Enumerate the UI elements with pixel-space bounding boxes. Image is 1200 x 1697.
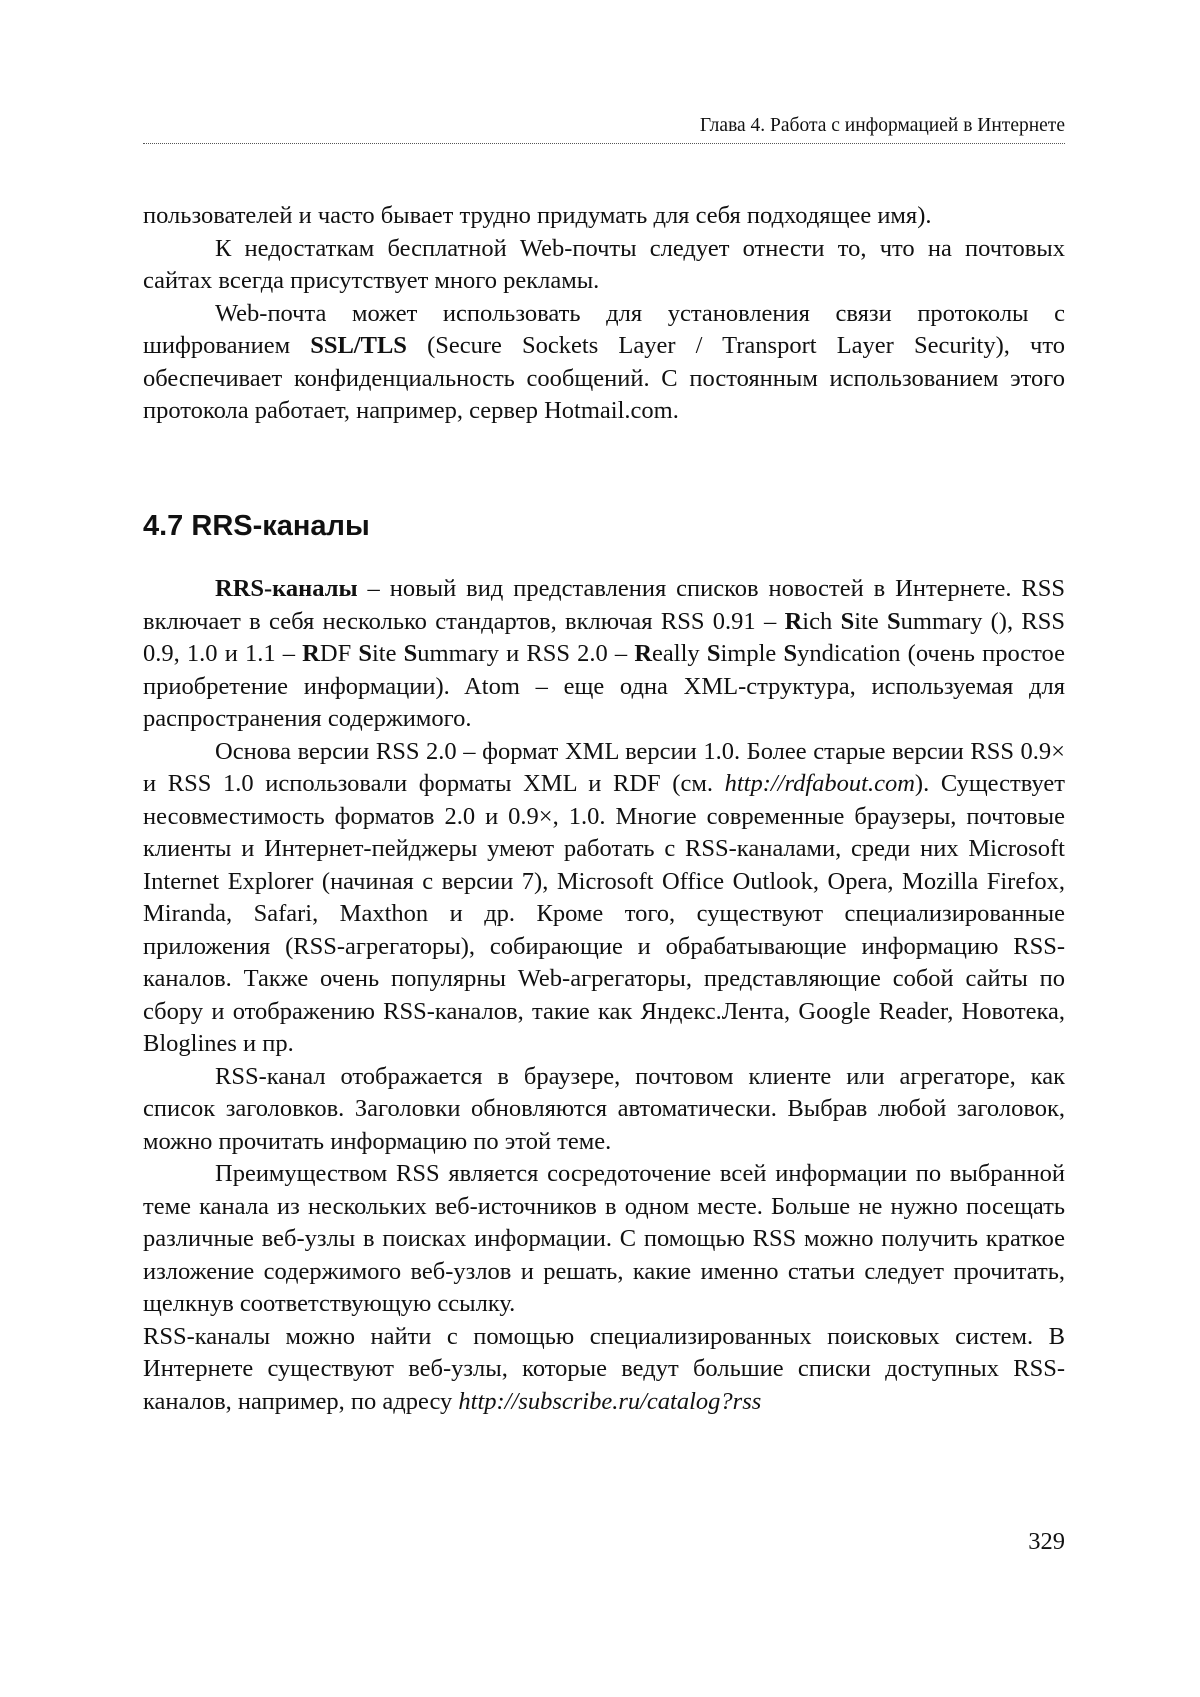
text-run: ite [854,607,888,635]
text-run: RSS-каналы можно найти с помощью специализированных поисковых систем. В Интернете существуют веб-узлы, которые ведут большие списки доступных RSS-каналов, например, по адресу [143,1322,1065,1415]
text-run: – новый вид представления списков новостей в Интернете. RSS включает в себя несколько стандартов, включая RSS 0.91 – [143,575,1065,635]
acronym-letter: S [783,640,798,667]
acronym-letter: S [358,640,372,667]
top-text-block [143,200,1065,428]
paragraph-continuation: пользователей и часто бывает трудно придумать для себя подходящее имя). [143,202,932,229]
text-run: ummary и RSS 2.0 – [417,640,635,667]
text-run: eally [652,640,707,667]
text-run: ite [372,640,404,667]
text-run: ummary (), RSS 0.9, 1.0 и 1.1 – [143,607,1066,667]
acronym-letter: S [887,607,901,635]
text-run: Web-почта может использовать для установления связи протоколы с шифрованием [143,299,1065,359]
text-run: ). Существует несовместимость форматов 2.0 и 0.9×, 1.0. Многие современные браузеры, почтовые клиенты и Интернет-пейджеры умеют работать с RSS-каналами, среди них Microsoft Internet Explorer (начиная с версии 7), Microsoft Office Outlook, Opera, Mozilla Firefox, Miranda, Safari, Maxthon и др. Кроме того, существуют специализированные приложения (RSS-агрегаторы), собирающие и обрабатывающие информацию RSS-каналов. Также очень популярны Web-агрегаторы, представляющие собой сайты по сбору и отображению RSS-каналов, такие как Яндекс.Лента, Google Reader, Новотека, Bloglines и пр. [143,770,1065,1057]
paragraph-ssl-tls [143,298,1065,428]
paragraph-rrs-definition [143,573,1065,736]
acronym-letter: R [302,640,320,667]
paragraph-rss-advantages: Преимуществом RSS является сосредоточение всей информации по выбранной теме канала из нескольких веб-источников в одном месте. Больше не нужно посещать различные веб-узлы в поисках информации. С помощью RSS можно получить краткое изложение содержимого веб-узлов и решать, какие именно статьи следует прочитать, щелкнув соответствующую ссылку. [143,1160,1065,1317]
text-run: (Secure Sockets Layer / Transport Layer Security), что обеспечивает конфиденциальность сообщений. С постоянным использованием этого протокола работает, например, сервер Hotmail.com. [143,332,1065,424]
text-run: yndication (очень простое приобретение информации). Atom – еще одна XML-структура, используемая для распространения содержимого. [143,640,1065,732]
acronym-letter: R [634,640,653,667]
ssl-tls-term: SSL/TLS [310,332,407,359]
section-heading: 4.7 RRS-каналы [143,510,370,542]
acronym-letter: S [840,607,855,635]
acronym-letter: S [706,640,721,667]
section-text-block [143,573,1065,1418]
acronym-letter: S [403,640,418,667]
paragraph-rss-display: RSS-канал отображается в браузере, почтовом клиенте или агрегаторе, как список заголовков. Заголовки обновляются автоматически. Выбрав любой заголовок, можно прочитать информацию по этой теме. [143,1062,1065,1155]
paragraph-rss-versions [143,736,1065,1061]
paragraph-web-mail-drawbacks: К недостаткам бесплатной Web-почты следует отнести то, что на почтовых сайтах всегда присутствует много рекламы. [143,234,1065,294]
paragraph-rss-search [143,1321,1065,1419]
text-run: ich [802,607,841,635]
page-number: 329 [1028,1528,1065,1555]
text-run: DF [319,640,359,667]
header-rule [143,143,1065,144]
text-run: Основа версии RSS 2.0 – формат XML версии 1.0. Более старые версии RSS 0.9× и RSS 1.0 использовали форматы XML и RDF (см. [143,737,1065,797]
text-run: imple [720,640,784,667]
rrs-term: RRS-каналы [215,575,358,602]
acronym-letter: R [784,607,803,635]
subscribe-catalog-link[interactable]: http://subscribe.ru/catalog?rss [458,1387,762,1415]
running-head: Глава 4. Работа с информацией в Интернете [699,115,1065,136]
rdfabout-link[interactable]: http://rdfabout.com [724,770,915,797]
